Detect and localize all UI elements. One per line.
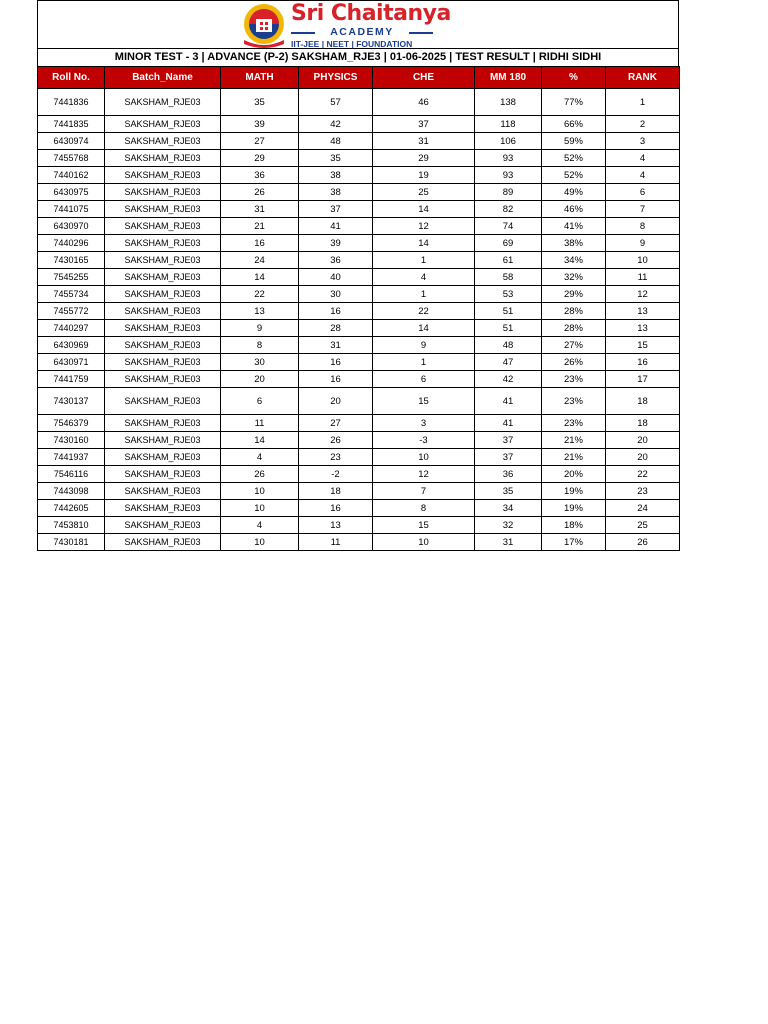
- percent-cell: 32%: [542, 269, 606, 286]
- roll-no-cell: 7441836: [38, 89, 105, 116]
- roll-no-cell: 7455772: [38, 303, 105, 320]
- math-cell: 26: [221, 466, 299, 483]
- total-cell: 93: [475, 150, 542, 167]
- table-row: [38, 432, 680, 449]
- roll-no-cell: 7440162: [38, 167, 105, 184]
- total-cell: 42: [475, 371, 542, 388]
- batch-name-cell: SAKSHAM_RJE03: [105, 415, 221, 432]
- rank-cell: 13: [606, 303, 680, 320]
- table-row: [38, 150, 680, 167]
- math-cell: 24: [221, 252, 299, 269]
- rank-cell: 4: [606, 150, 680, 167]
- rank-cell: 16: [606, 354, 680, 371]
- batch-name-cell: SAKSHAM_RJE03: [105, 184, 221, 201]
- table-row: [38, 466, 680, 483]
- physics-cell: 16: [299, 371, 373, 388]
- percent-cell: 66%: [542, 116, 606, 133]
- physics-cell: 20: [299, 388, 373, 415]
- roll-no-cell: 6430974: [38, 133, 105, 150]
- physics-cell: 38: [299, 184, 373, 201]
- table-row: [38, 303, 680, 320]
- physics-cell: 27: [299, 415, 373, 432]
- total-cell: 51: [475, 303, 542, 320]
- che-cell: 6: [373, 371, 475, 388]
- batch-name-cell: SAKSHAM_RJE03: [105, 466, 221, 483]
- total-cell: 82: [475, 201, 542, 218]
- batch-name-cell: SAKSHAM_RJE03: [105, 534, 221, 551]
- rank-cell: 20: [606, 449, 680, 466]
- roll-no-cell: 7453810: [38, 517, 105, 534]
- math-cell: 10: [221, 483, 299, 500]
- physics-cell: 42: [299, 116, 373, 133]
- batch-name-cell: SAKSHAM_RJE03: [105, 320, 221, 337]
- rank-cell: 23: [606, 483, 680, 500]
- roll-no-cell: 7430165: [38, 252, 105, 269]
- table-row: [38, 517, 680, 534]
- test-title: MINOR TEST - 3 | ADVANCE (P-2) SAKSHAM_RJE3 | 01-06-2025 | TEST RESULT | RIDHI SIDHI: [37, 48, 679, 66]
- total-cell: 48: [475, 337, 542, 354]
- percent-cell: 77%: [542, 89, 606, 116]
- roll-no-cell: 7442605: [38, 500, 105, 517]
- total-cell: 37: [475, 449, 542, 466]
- rank-cell: 17: [606, 371, 680, 388]
- rank-cell: 6: [606, 184, 680, 201]
- rank-cell: 24: [606, 500, 680, 517]
- physics-cell: 16: [299, 303, 373, 320]
- batch-name-cell: SAKSHAM_RJE03: [105, 500, 221, 517]
- rank-cell: 2: [606, 116, 680, 133]
- physics-cell: 23: [299, 449, 373, 466]
- che-cell: 31: [373, 133, 475, 150]
- roll-no-cell: 7545255: [38, 269, 105, 286]
- math-cell: 30: [221, 354, 299, 371]
- batch-name-cell: SAKSHAM_RJE03: [105, 269, 221, 286]
- percent-cell: 20%: [542, 466, 606, 483]
- roll-no-cell: 7441835: [38, 116, 105, 133]
- table-row: [38, 116, 680, 133]
- batch-name-cell: SAKSHAM_RJE03: [105, 337, 221, 354]
- rank-cell: 20: [606, 432, 680, 449]
- physics-cell: 28: [299, 320, 373, 337]
- che-cell: 1: [373, 354, 475, 371]
- physics-cell: 39: [299, 235, 373, 252]
- roll-no-cell: 6430975: [38, 184, 105, 201]
- table-row: [38, 218, 680, 235]
- percent-cell: 41%: [542, 218, 606, 235]
- math-cell: 10: [221, 500, 299, 517]
- che-cell: 19: [373, 167, 475, 184]
- roll-no-cell: 7441075: [38, 201, 105, 218]
- batch-name-cell: SAKSHAM_RJE03: [105, 354, 221, 371]
- che-cell: 7: [373, 483, 475, 500]
- table-row: [38, 388, 680, 415]
- rank-cell: 18: [606, 388, 680, 415]
- table-row: [38, 371, 680, 388]
- batch-name-cell: SAKSHAM_RJE03: [105, 167, 221, 184]
- che-cell: 37: [373, 116, 475, 133]
- percent-cell: 23%: [542, 415, 606, 432]
- che-cell: 10: [373, 449, 475, 466]
- total-cell: 138: [475, 89, 542, 116]
- math-cell: 20: [221, 371, 299, 388]
- math-cell: 11: [221, 415, 299, 432]
- percent-cell: 23%: [542, 371, 606, 388]
- brand-name: Sri Chaitanya: [291, 1, 451, 26]
- physics-cell: -2: [299, 466, 373, 483]
- math-cell: 36: [221, 167, 299, 184]
- total-cell: 61: [475, 252, 542, 269]
- che-cell: 25: [373, 184, 475, 201]
- total-cell: 41: [475, 415, 542, 432]
- rank-cell: 9: [606, 235, 680, 252]
- physics-cell: 16: [299, 354, 373, 371]
- rank-cell: 11: [606, 269, 680, 286]
- che-cell: 3: [373, 415, 475, 432]
- physics-cell: 57: [299, 89, 373, 116]
- rank-cell: 1: [606, 89, 680, 116]
- table-row: [38, 337, 680, 354]
- math-cell: 35: [221, 89, 299, 116]
- math-cell: 8: [221, 337, 299, 354]
- physics-cell: 30: [299, 286, 373, 303]
- che-cell: 14: [373, 320, 475, 337]
- total-cell: 35: [475, 483, 542, 500]
- math-cell: 21: [221, 218, 299, 235]
- che-cell: 14: [373, 201, 475, 218]
- header-batch-name: Batch_Name: [105, 67, 221, 89]
- math-cell: 14: [221, 269, 299, 286]
- rank-cell: 3: [606, 133, 680, 150]
- percent-cell: 52%: [542, 150, 606, 167]
- header-physics: PHYSICS: [299, 67, 373, 89]
- math-cell: 9: [221, 320, 299, 337]
- che-cell: 1: [373, 286, 475, 303]
- batch-name-cell: SAKSHAM_RJE03: [105, 388, 221, 415]
- table-header-row: [38, 67, 680, 89]
- che-cell: 15: [373, 517, 475, 534]
- percent-cell: 21%: [542, 432, 606, 449]
- batch-name-cell: SAKSHAM_RJE03: [105, 133, 221, 150]
- roll-no-cell: 7441937: [38, 449, 105, 466]
- physics-cell: 26: [299, 432, 373, 449]
- math-cell: 26: [221, 184, 299, 201]
- roll-no-cell: 6430971: [38, 354, 105, 371]
- brand-subtitle: ACADEMY: [291, 26, 433, 38]
- roll-no-cell: 7441759: [38, 371, 105, 388]
- table-row: [38, 184, 680, 201]
- batch-name-cell: SAKSHAM_RJE03: [105, 449, 221, 466]
- rank-cell: 13: [606, 320, 680, 337]
- math-cell: 6: [221, 388, 299, 415]
- math-cell: 27: [221, 133, 299, 150]
- physics-cell: 18: [299, 483, 373, 500]
- physics-cell: 37: [299, 201, 373, 218]
- roll-no-cell: 7443098: [38, 483, 105, 500]
- roll-no-cell: 6430970: [38, 218, 105, 235]
- math-cell: 13: [221, 303, 299, 320]
- batch-name-cell: SAKSHAM_RJE03: [105, 116, 221, 133]
- batch-name-cell: SAKSHAM_RJE03: [105, 432, 221, 449]
- brand-tagline: IIT-JEE | NEET | FOUNDATION: [291, 39, 413, 49]
- table-row: [38, 483, 680, 500]
- physics-cell: 36: [299, 252, 373, 269]
- batch-name-cell: SAKSHAM_RJE03: [105, 218, 221, 235]
- percent-cell: 21%: [542, 449, 606, 466]
- percent-cell: 18%: [542, 517, 606, 534]
- rank-cell: 25: [606, 517, 680, 534]
- header-roll-no: Roll No.: [38, 67, 105, 89]
- physics-cell: 41: [299, 218, 373, 235]
- batch-name-cell: SAKSHAM_RJE03: [105, 303, 221, 320]
- table-row: [38, 167, 680, 184]
- rank-cell: 26: [606, 534, 680, 551]
- table-row: [38, 354, 680, 371]
- total-cell: 32: [475, 517, 542, 534]
- total-cell: 58: [475, 269, 542, 286]
- physics-cell: 35: [299, 150, 373, 167]
- che-cell: 22: [373, 303, 475, 320]
- math-cell: 10: [221, 534, 299, 551]
- total-cell: 53: [475, 286, 542, 303]
- table-row: [38, 415, 680, 432]
- total-cell: 106: [475, 133, 542, 150]
- physics-cell: 31: [299, 337, 373, 354]
- che-cell: 8: [373, 500, 475, 517]
- header-percent: %: [542, 67, 606, 89]
- table-row: [38, 320, 680, 337]
- roll-no-cell: 7430137: [38, 388, 105, 415]
- total-cell: 34: [475, 500, 542, 517]
- total-cell: 93: [475, 167, 542, 184]
- batch-name-cell: SAKSHAM_RJE03: [105, 89, 221, 116]
- physics-cell: 11: [299, 534, 373, 551]
- batch-name-cell: SAKSHAM_RJE03: [105, 235, 221, 252]
- math-cell: 4: [221, 449, 299, 466]
- percent-cell: 19%: [542, 500, 606, 517]
- rank-cell: 8: [606, 218, 680, 235]
- total-cell: 89: [475, 184, 542, 201]
- che-cell: 12: [373, 466, 475, 483]
- header-che: CHE: [373, 67, 475, 89]
- total-cell: 41: [475, 388, 542, 415]
- table-row: [38, 252, 680, 269]
- total-cell: 74: [475, 218, 542, 235]
- che-cell: 29: [373, 150, 475, 167]
- math-cell: 16: [221, 235, 299, 252]
- che-cell: 15: [373, 388, 475, 415]
- percent-cell: 29%: [542, 286, 606, 303]
- percent-cell: 28%: [542, 320, 606, 337]
- che-cell: 4: [373, 269, 475, 286]
- total-cell: 37: [475, 432, 542, 449]
- total-cell: 47: [475, 354, 542, 371]
- batch-name-cell: SAKSHAM_RJE03: [105, 517, 221, 534]
- percent-cell: 28%: [542, 303, 606, 320]
- physics-cell: 48: [299, 133, 373, 150]
- total-cell: 51: [475, 320, 542, 337]
- roll-no-cell: 6430969: [38, 337, 105, 354]
- table-row: [38, 534, 680, 551]
- math-cell: 22: [221, 286, 299, 303]
- che-cell: 9: [373, 337, 475, 354]
- table-row: [38, 201, 680, 218]
- academy-emblem-icon: [241, 2, 287, 48]
- percent-cell: 46%: [542, 201, 606, 218]
- math-cell: 14: [221, 432, 299, 449]
- math-cell: 4: [221, 517, 299, 534]
- math-cell: 39: [221, 116, 299, 133]
- header-mm-180: MM 180: [475, 67, 542, 89]
- percent-cell: 38%: [542, 235, 606, 252]
- physics-cell: 38: [299, 167, 373, 184]
- percent-cell: 26%: [542, 354, 606, 371]
- table-row: [38, 449, 680, 466]
- che-cell: 10: [373, 534, 475, 551]
- rank-cell: 4: [606, 167, 680, 184]
- table-row: [38, 89, 680, 116]
- roll-no-cell: 7440296: [38, 235, 105, 252]
- table-row: [38, 235, 680, 252]
- physics-cell: 16: [299, 500, 373, 517]
- che-cell: 12: [373, 218, 475, 235]
- result-table-body: [38, 89, 680, 551]
- percent-cell: 49%: [542, 184, 606, 201]
- table-row: [38, 269, 680, 286]
- total-cell: 31: [475, 534, 542, 551]
- rank-cell: 22: [606, 466, 680, 483]
- roll-no-cell: 7546379: [38, 415, 105, 432]
- rank-cell: 12: [606, 286, 680, 303]
- total-cell: 36: [475, 466, 542, 483]
- batch-name-cell: SAKSHAM_RJE03: [105, 483, 221, 500]
- total-cell: 69: [475, 235, 542, 252]
- math-cell: 29: [221, 150, 299, 167]
- percent-cell: 19%: [542, 483, 606, 500]
- roll-no-cell: 7440297: [38, 320, 105, 337]
- physics-cell: 40: [299, 269, 373, 286]
- roll-no-cell: 7430160: [38, 432, 105, 449]
- batch-name-cell: SAKSHAM_RJE03: [105, 371, 221, 388]
- result-sheet: [37, 0, 679, 551]
- rank-cell: 7: [606, 201, 680, 218]
- batch-name-cell: SAKSHAM_RJE03: [105, 252, 221, 269]
- percent-cell: 59%: [542, 133, 606, 150]
- roll-no-cell: 7455734: [38, 286, 105, 303]
- roll-no-cell: 7546116: [38, 466, 105, 483]
- header-math: MATH: [221, 67, 299, 89]
- total-cell: 118: [475, 116, 542, 133]
- rank-cell: 10: [606, 252, 680, 269]
- header-rank: RANK: [606, 67, 680, 89]
- percent-cell: 17%: [542, 534, 606, 551]
- table-row: [38, 500, 680, 517]
- percent-cell: 34%: [542, 252, 606, 269]
- sheet-header: [37, 0, 679, 48]
- percent-cell: 23%: [542, 388, 606, 415]
- batch-name-cell: SAKSHAM_RJE03: [105, 201, 221, 218]
- roll-no-cell: 7430181: [38, 534, 105, 551]
- percent-cell: 52%: [542, 167, 606, 184]
- che-cell: -3: [373, 432, 475, 449]
- physics-cell: 13: [299, 517, 373, 534]
- roll-no-cell: 7455768: [38, 150, 105, 167]
- rank-cell: 15: [606, 337, 680, 354]
- batch-name-cell: SAKSHAM_RJE03: [105, 286, 221, 303]
- academy-logo: [238, 1, 488, 49]
- che-cell: 14: [373, 235, 475, 252]
- che-cell: 46: [373, 89, 475, 116]
- percent-cell: 27%: [542, 337, 606, 354]
- table-row: [38, 133, 680, 150]
- result-table: [37, 66, 680, 551]
- table-row: [38, 286, 680, 303]
- rank-cell: 18: [606, 415, 680, 432]
- batch-name-cell: SAKSHAM_RJE03: [105, 150, 221, 167]
- che-cell: 1: [373, 252, 475, 269]
- math-cell: 31: [221, 201, 299, 218]
